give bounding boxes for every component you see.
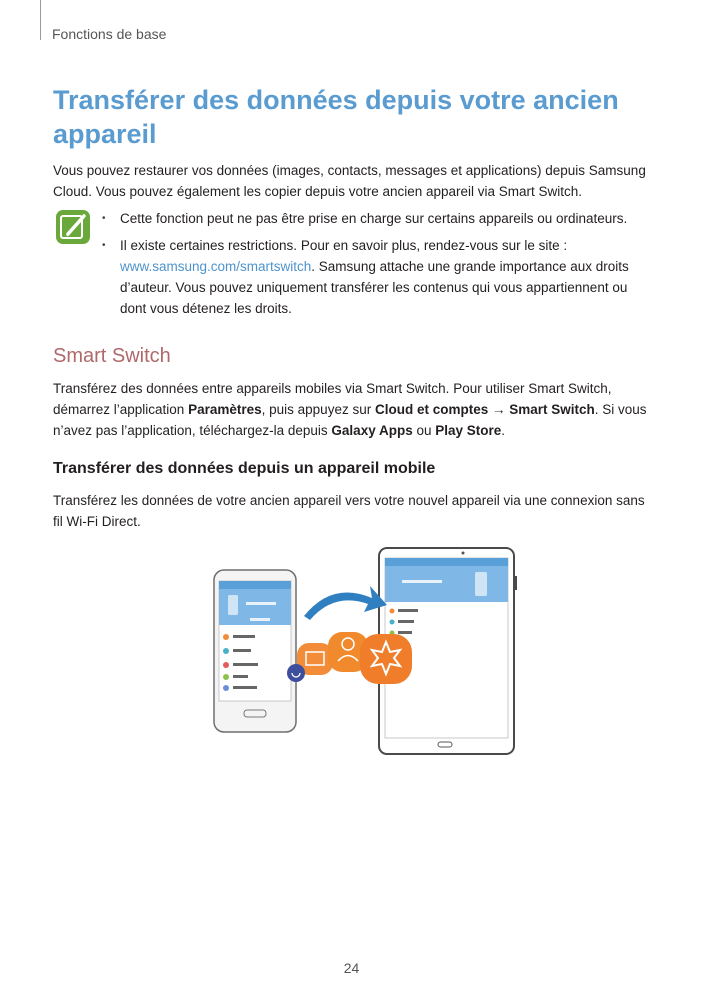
transfer-arrow-icon	[304, 586, 387, 620]
phone-illustration	[214, 570, 296, 732]
bold-smart-switch: Smart Switch	[509, 402, 595, 417]
data-bubbles-icon	[287, 632, 412, 684]
text-run: Transférez des données entre appareils mobiles via Smart Switch. Pour utiliser Smart Switch, démarrez l’application	[53, 381, 612, 417]
note-text: . Samsung attache une grande importance aux droits d’auteur. Vous pouvez uniquement transférer les contenus qui vous appartiennent ou dont vous détenez les droits.	[120, 259, 629, 316]
note-item	[100, 208, 640, 229]
page-title: Transférer des données depuis votre ancien appareil	[53, 85, 619, 149]
text-run: ou	[412, 423, 436, 438]
bold-play-store: Play Store	[435, 423, 502, 438]
text-run: , puis appuyez sur	[261, 402, 375, 417]
intro-paragraph: Vous pouvez restaurer vos données (images, contacts, messages et applications) depuis Samsung Cloud. Vous pouvez également les copier depuis votre ancien appareil via Smart Switch.	[53, 163, 646, 199]
bold-galaxy-apps: Galaxy Apps	[331, 423, 413, 438]
notes-list	[100, 208, 640, 325]
mobile-transfer-paragraph: Transférez les données de votre ancien appareil vers votre nouvel appareil via une connexion sans fil Wi-Fi Direct.	[53, 493, 645, 529]
smartswitch-link[interactable]: www.samsung.com/smartswitch	[120, 259, 312, 274]
bold-parametres: Paramètres	[188, 402, 262, 417]
transfer-illustration	[212, 546, 517, 758]
header-section: Fonctions de base	[52, 26, 167, 42]
header-rule	[40, 0, 41, 40]
text-run: .	[501, 423, 506, 438]
note-item	[100, 235, 640, 319]
note-text: Il existe certaines restrictions. Pour en savoir plus, rendez-vous sur le site :	[120, 238, 568, 253]
page-number: 24	[343, 960, 360, 976]
subsection-heading-mobile: Transférer des données depuis un appareil mobile	[53, 460, 436, 477]
arrow-text: →	[488, 402, 510, 417]
smart-switch-paragraph	[53, 378, 653, 441]
bold-cloud-comptes: Cloud et comptes	[374, 402, 489, 417]
note-pencil-icon	[55, 209, 91, 245]
text-run: . Si vous n’avez pas l’application, téléchargez-la depuis	[53, 402, 647, 438]
note-text: Cette fonction peut ne pas être prise en charge sur certains appareils ou ordinateurs.	[120, 211, 628, 226]
section-heading-smart-switch: Smart Switch	[53, 345, 171, 367]
